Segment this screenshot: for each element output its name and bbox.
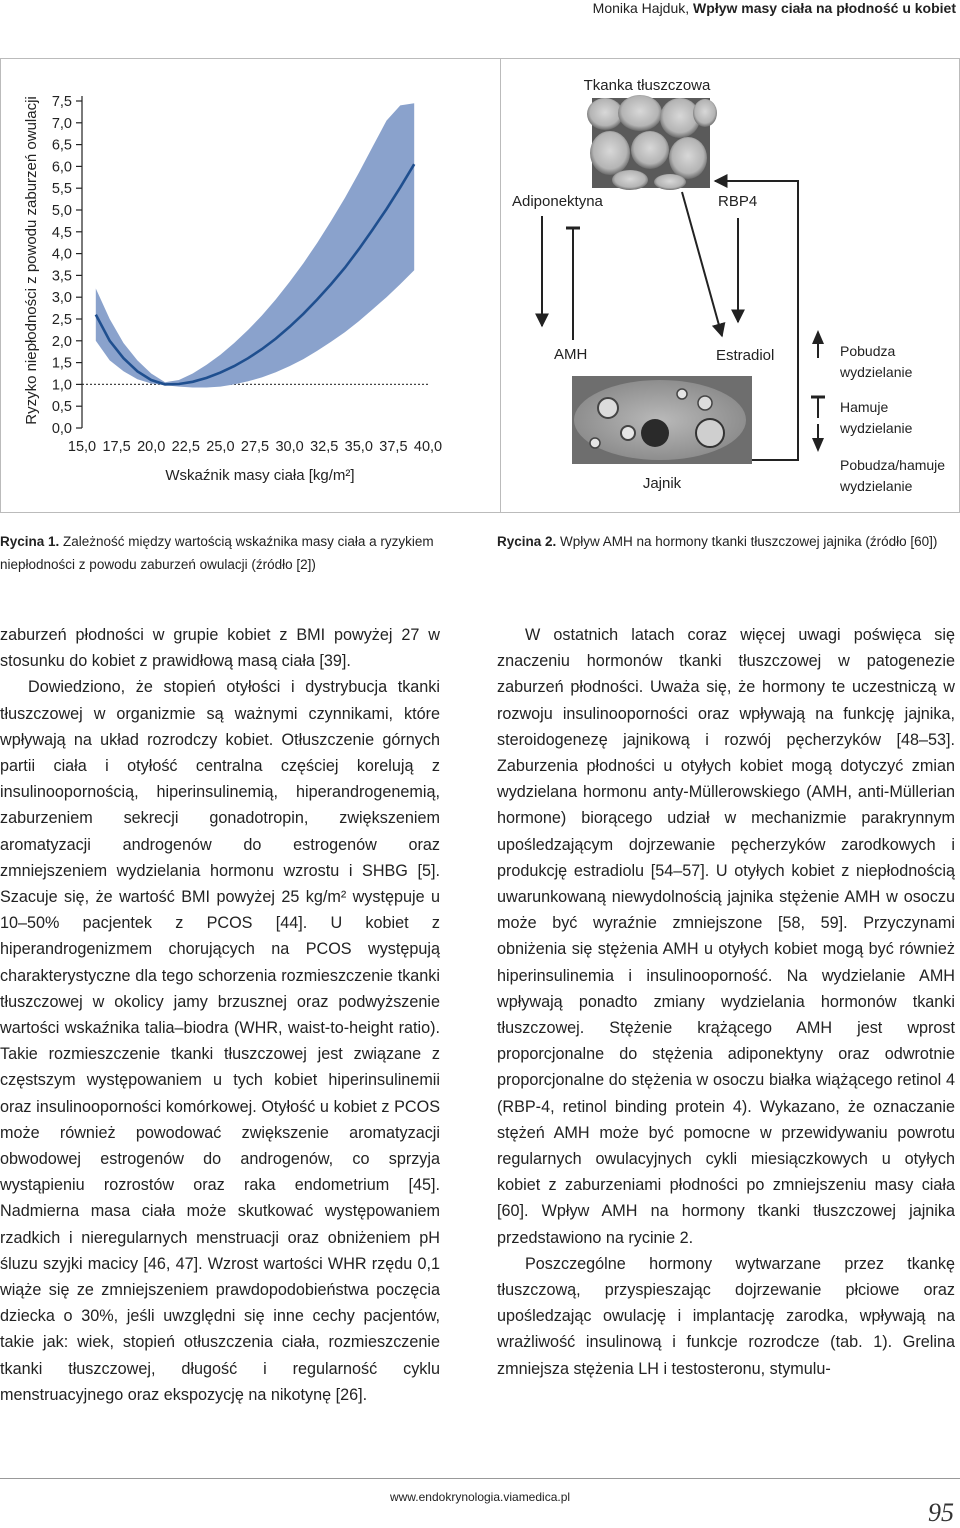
y-axis-label: Ryzyko niepłodności z powodu zaburzeń owulacji [23,96,40,425]
y-tick-label: 4,0 [51,246,72,263]
y-tick-label: 6,0 [51,159,72,176]
y-tick-label: 3,0 [51,290,72,307]
header-title: Wpływ masy ciała na płodność u kobiet [693,0,956,16]
left-paragraph-1: zaburzeń płodności w grupie kobiet z BMI powyżej 27 w stosunku do kobiet z prawidłową masą ciała [39]. [0,626,440,671]
rbp4-label: RBP4 [718,193,758,210]
figure2-caption-text: Wpływ AMH na hormony tkanki tłuszczowej jajnika (źródło [60]) [556,534,938,549]
figure1-caption [0,530,460,576]
header-author: Monika Hajduk, [592,0,694,16]
y-tick-label: 4,5 [51,224,72,241]
adiponectin-label: Adiponektyna [512,193,603,210]
legend-inhibit [811,397,913,436]
amh-label: AMH [554,346,588,363]
left-column [0,622,440,1408]
footer-rule [0,1478,960,1479]
x-tick-label: 25,0 [206,439,235,455]
diagram-legend [811,330,945,494]
ovary-image [572,376,752,464]
y-tick-label: 5,0 [51,203,72,219]
page-number: 95 [928,1498,954,1527]
legend-both-line1: Pobudza/hamuje [840,457,946,473]
y-tick-label: 1,5 [51,355,72,372]
estradiol-label: Estradiol [716,347,775,364]
adipose-tissue-image [587,95,717,190]
x-tick-label: 30,0 [275,439,304,455]
legend-stimulate-line2: wydzielanie [840,364,913,380]
x-tick-label: 17,5 [102,439,131,455]
running-header-text [593,0,956,16]
y-tick-label: 0,0 [51,421,72,437]
right-column [497,622,955,1382]
x-tick-label: 37,5 [379,439,408,455]
right-paragraph-2: Poszczególne hormony wytwarzane przez tkankę tłuszczową, przyspieszając dojrzewanie płciowe oraz upośledzając owulację i implantację zarodka, wpływają na wrażliwość insulinową i funkcje rozrodcze (tab. 1). Grelina zmniejsza stężenia LH i testosteronu, stymulu- [497,1254,955,1378]
legend-both-line2: wydzielanie [840,478,913,494]
x-tick-label: 32,5 [310,439,339,455]
x-axis-label: Wskaźnik masy ciała [kg/m²] [165,467,355,484]
x-tick-label: 22,5 [171,439,200,455]
running-header [0,0,960,24]
y-tick-label: 3,5 [51,268,72,285]
y-tick-label: 7,0 [51,115,72,132]
legend-inhibit-line2: wydzielanie [840,420,913,436]
y-tick-label: 7,5 [51,94,72,110]
y-tick-label: 6,5 [51,137,72,154]
ovary-label: Jajnik [642,475,682,492]
y-tick-label: 2,5 [51,312,72,328]
confidence-band [96,103,414,387]
figure1-caption-text: Zależność między wartością wskaźnika masy ciała a ryzykiem niepłodności z powodu zaburzeń owulacji (źródło [2]) [0,534,434,572]
x-tick-label: 35,0 [344,439,373,455]
x-tick-label: 27,5 [240,439,270,455]
right-paragraph-1: W ostatnich latach coraz więcej uwagi poświęca się znaczeniu hormonów tkanki tłuszczowej w patogenezie zaburzeń płodności. Uważa się, że hormony te uczestniczą w rozwoju insulinooporności oraz wpływają na funkcję jajnika, steroidogenezę jajnikową i rozwój pęcherzyków [48–53]. Zaburzenia płodności u otyłych kobiet mogą dotyczyć zmian wydzielana hormonu anty-Müllerowskiego (AMH, anti-Müllerian hormone) biorącego udział w mechanizmie parakrynnym upośledzającym dojrzewanie pęcherzyków zarodkowych i produkcję estradiolu [54–57]. U otyłych kobiet z niepłodnością uwarunkowaną niewydolnością jajnika stężenie AMH w osoczu może być wyraźnie zmniejszone [58, 59]. Przyczynami obniżenia się stężenia AMH u otyłych kobiet mogą być również hiperinsulinemia i insulinooporność. Na wydzielanie AMH wpływają ponadto zmiany wydzielania hormonów tkanki tłuszczowej. Stężenie krążącego AMH jest wprost proporcjonalne do stężenia adiponektyny oraz odwrotnie proporcjonalne do stężenia w osoczu białka wiążącego retinol 4 (RBP-4, retinol binding protein 4). Wykazano, że oznaczanie stężeń AMH może być pomocne w przewidywaniu powrotu regularnych owulacyjnych cykli miesiączkowych u otyłych kobiet z zaburzeniami płodności po zmniejszeniu masy ciała [60]. Wpływ AMH na hormony tkanki tłuszczowej jajnika przedstawiono na rycinie 2. [497,626,955,1247]
figure1-caption-label: Rycina 1. [0,534,60,549]
x-tick-label: 40,0 [413,439,443,455]
figure2-caption [497,530,959,553]
y-tick-label: 2,0 [51,333,72,350]
amh-hormone-diagram [500,58,960,513]
arrow-down-icon [812,438,824,452]
footer-url: www.endokrynologia.viamedica.pl [389,1490,571,1504]
left-paragraph-2: Dowiedziono, że stopień otyłości i dystrybucja tkanki tłuszczowej w organizmie są ważnymi czynnikami, które wpływają na układ rozrodczy kobiet. Otłuszczenie górnych partii ciała i otyłość centralna częściej korelują z insulinoopornością, hiperinsulinemią, hiperandrogenemią, zaburzeniem sekrecji gonadotropin, zwiększeniem aromatyzacji androgenów do estrogenów oraz zmniejszeniem wydzielania hormonu wzrostu i SHBG [5]. Szacuje się, że wartość BMI powyżej 25 kg/m² występuje u 10–50% pacjentek z PCOS [44]. U kobiet z hiperandrogenizmem chorujących na PCOS występują charakterystyczne dla tego schorzenia rozmieszczenie tkanki tłuszczowej w okolicy jamy brzusznej oraz podwyższenie wartości wskaźnika talia–biodra (WHR, waist-to-height ratio). Takie rozmieszczenie tkanki tłuszczowej jest związane z częstszym występowaniem u tych kobiet hiperinsulinemii oraz insulinooporności komórkowej. Otyłość u kobiet z PCOS może również powodować zwiększenie aromatyzacji obwodowej estrogenów do androgenów, co sprzyja wystąpieniu rozrostów oraz raka endometrium [45]. Nadmierna masa ciała może skutkować występowaniem rzadkich i nieregularnych menstruacji oraz obniżeniem pH śluzu szyjki macicy [46, 47]. Wzrost wartości WHR rzędu 0,1 wiąże się ze zmniejszeniem prawdopodobieństwa poczęcia dziecka o 30%, jeśli uwzględni się inne cechy pacjentów, takie jak: wiek, stopień otłuszczenia ciała, rozmieszczenie tkanki tłuszczowej, długość i regularność cyklu menstruacyjnego oraz ekspozycję na nikotynę [26]. [0,678,440,1404]
legend-stimulate [812,330,913,380]
figure2-caption-label: Rycina 2. [497,534,557,549]
y-tick-label: 5,5 [51,181,72,198]
arrow-up-icon [812,330,824,344]
tissue-label: Tkanka tłuszczowa [583,77,711,94]
bmi-risk-chart [0,58,500,513]
x-tick-label: 15,0 [67,439,97,455]
y-tick-label: 1,0 [51,377,72,394]
y-tick-label: 0,5 [51,399,72,416]
x-tick-label: 20,0 [137,439,166,455]
legend-stimulate-line1: Pobudza [840,343,896,359]
legend-inhibit-line1: Hamuje [840,399,889,415]
